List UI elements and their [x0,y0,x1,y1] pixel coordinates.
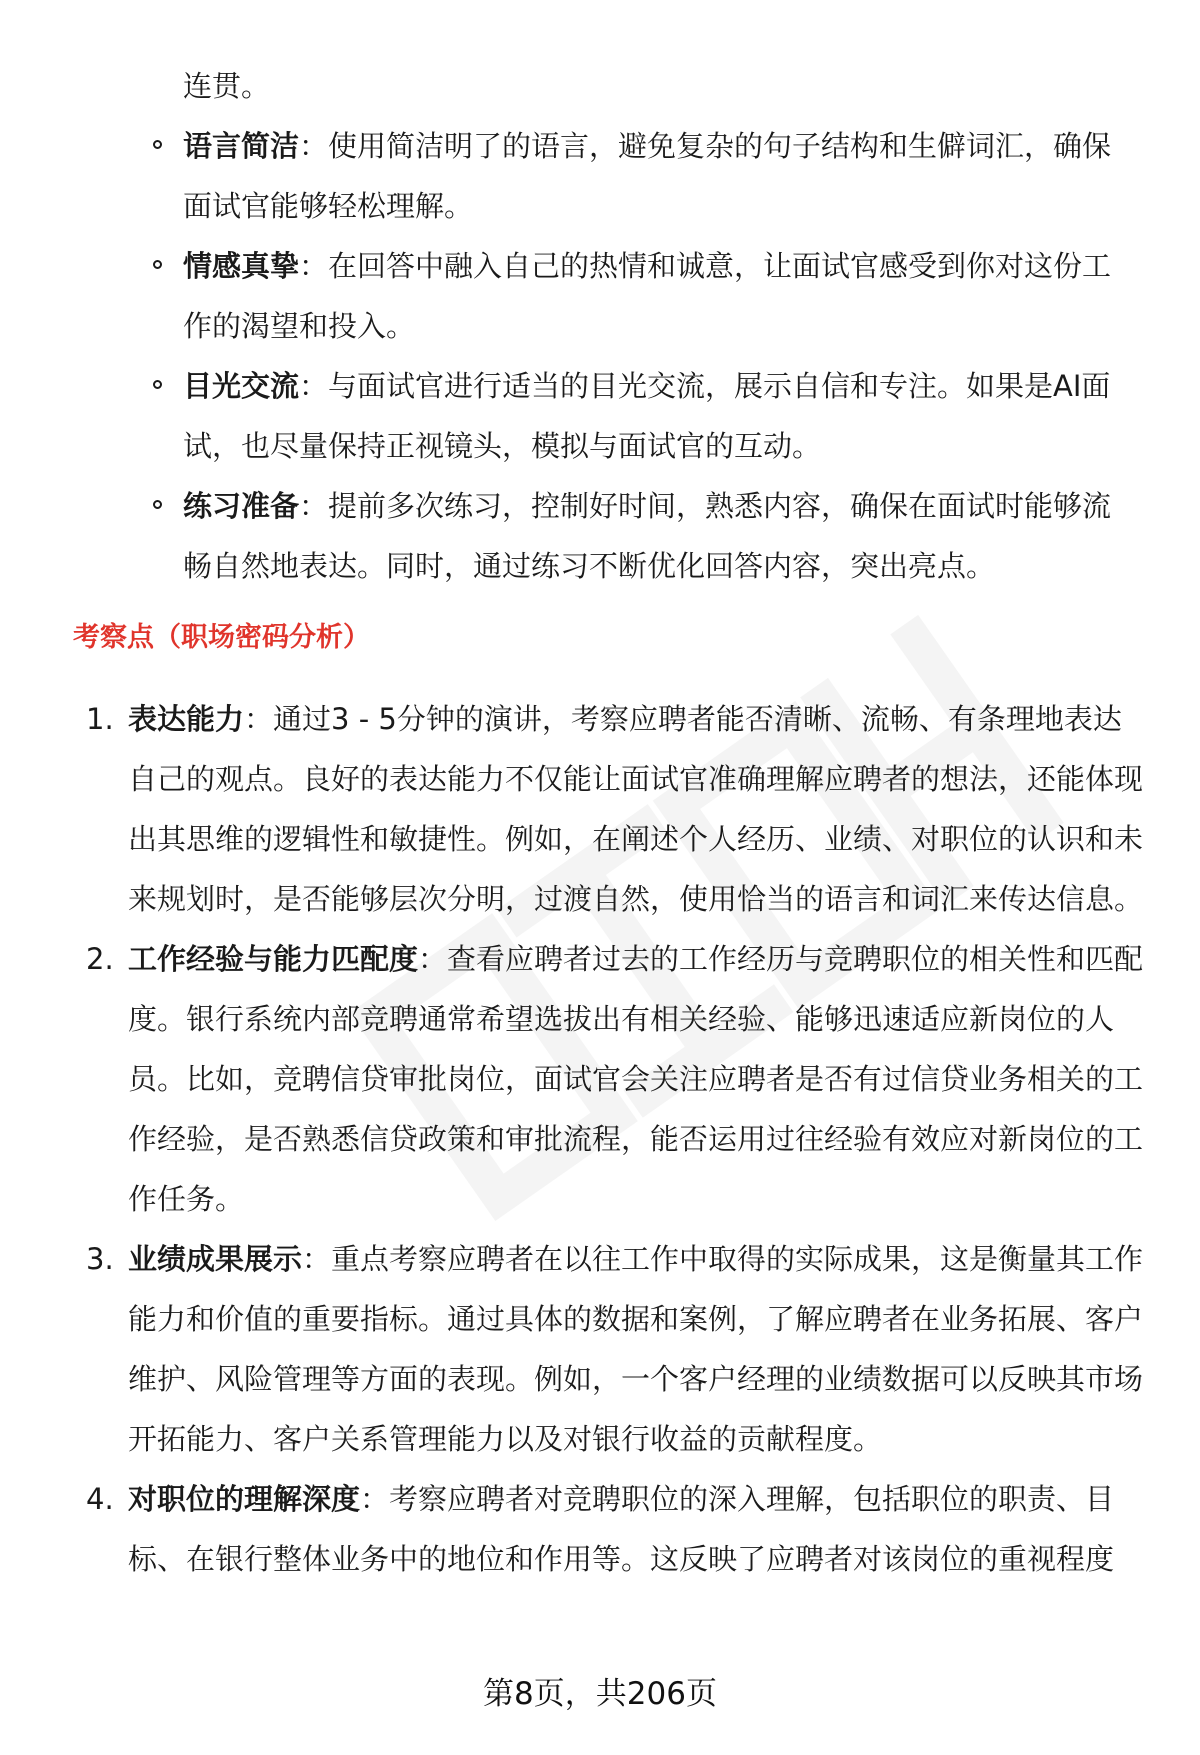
item-keyword: 练习准备 [183,489,300,523]
item-separator: ： [299,489,329,523]
continuation-text: 连贯。 [183,69,271,103]
item-keyword: 表达能力 [128,702,245,736]
continued-text [150,56,1140,116]
item-keyword: 业绩成果展示 [128,1242,303,1276]
item-separator: ： [360,1482,390,1516]
item-separator: ： [418,942,448,976]
item-text: 重点考察应聘者在以往工作中取得的实际成果，这是衡量其工作能力和价值的重要指标。通过具体的数据和案例，了解应聘者在业务拓展、客户维护、风险管理等方面的表现。例如，一个客户经理的业绩数据可以反映其市场开拓能力、客户关系管理能力以及对银行收益的贡献程度。 [128,1242,1144,1456]
item-text: 考察应聘者对竞聘职位的深入理解，包括职位的职责、目标、在银行整体业务中的地位和作用等。这反映了应聘者对该岗位的重视程度 [128,1482,1115,1576]
item-keyword: 对职位的理解深度 [128,1482,361,1516]
numbered-item [80,1469,1146,1589]
item-separator: ： [244,702,274,736]
hollow-bullet-icon [153,260,162,269]
item-text: 通过3 - 5分钟的演讲，考察应聘者能否清晰、流畅、有条理地表达自己的观点。良好的表达能力不仅能让面试官准确理解应聘者的想法，还能体现出其思维的逻辑性和敏捷性。例如，在阐述个人经历、业绩、对职位的认识和未来规划时，是否能够层次分明，过渡自然，使用恰当的语言和词汇来传达信息。 [128,702,1144,916]
item-text: 与面试官进行适当的目光交流，展示自信和专注。如果是AI面试，也尽量保持正视镜头，模拟与面试官的互动。 [183,369,1111,463]
item-text: 使用简洁明了的语言，避免复杂的句子结构和生僻词汇，确保面试官能够轻松理解。 [183,129,1112,223]
hollow-bullet-icon [153,380,162,389]
numbered-item [80,689,1146,929]
section-heading: 考察点（职场密码分析） [73,622,370,653]
list-item [150,236,1140,356]
item-separator: ： [299,369,329,403]
item-number: 2. [86,942,114,976]
item-keyword: 情感真挚 [183,249,300,283]
hollow-bullet-icon [153,500,162,509]
item-separator: ： [302,1242,332,1276]
item-separator: ： [299,129,329,163]
item-text: 在回答中融入自己的热情和诚意，让面试官感受到你对这份工作的渴望和投入。 [183,249,1112,343]
page-footer: 第8页，共206页 [483,1676,717,1712]
sub-bullet-list [150,56,1140,596]
item-separator: ： [299,249,329,283]
list-item [150,116,1140,236]
item-number: 4. [86,1482,114,1516]
list-item [150,356,1140,476]
item-keyword: 工作经验与能力匹配度 [128,942,419,976]
numbered-item [80,1229,1146,1469]
numbered-item [80,929,1146,1229]
item-keyword: 语言简洁 [183,129,300,163]
item-keyword: 目光交流 [183,369,300,403]
item-number: 1. [86,702,114,736]
list-item [150,476,1140,596]
item-text: 提前多次练习，控制好时间，熟悉内容，确保在面试时能够流畅自然地表达。同时，通过练习不断优化回答内容，突出亮点。 [183,489,1112,583]
item-number: 3. [86,1242,114,1276]
hollow-bullet-icon [153,140,162,149]
item-text: 查看应聘者过去的工作经历与竞聘职位的相关性和匹配度。银行系统内部竞聘通常希望选拔出有相关经验、能够迅速适应新岗位的人员。比如，竞聘信贷审批岗位，面试官会关注应聘者是否有过信贷业务相关的工作经验，是否熟悉信贷政策和审批流程，能否运用过往经验有效应对新岗位的工作任务。 [128,942,1144,1216]
numbered-list [80,689,1146,1589]
